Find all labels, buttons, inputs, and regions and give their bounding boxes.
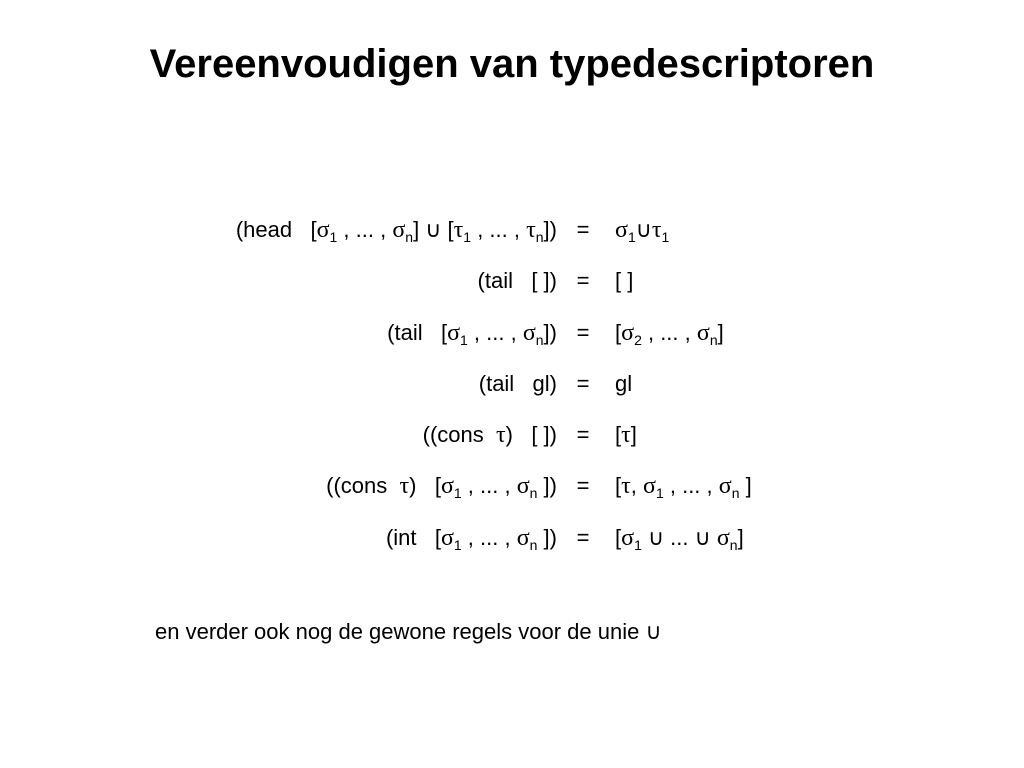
rule-row: [0, 263, 1024, 299]
subscript: n: [529, 485, 538, 501]
rule-lhs: ((cons τ) [$\sigma_1$ , ... , $\sigma_n$ ]): [326, 473, 557, 501]
rule-rhs: [ ]: [615, 268, 634, 293]
greek-symbol: σ: [516, 473, 530, 499]
greek-symbol: σ: [447, 320, 460, 346]
equals-sign: =: [576, 268, 590, 293]
greek-symbol: σ: [615, 217, 628, 243]
rule-row: [0, 417, 1024, 453]
greek-symbol: σ: [696, 320, 710, 346]
subscript: 1: [655, 485, 664, 501]
greek-symbol: τ: [621, 422, 631, 448]
greek-symbol: σ: [316, 217, 330, 243]
rule-lhs: (tail [$\sigma_1$ , ... , $\sigma_n$]): [387, 320, 557, 348]
rule-lhs: (tail gl): [478, 371, 557, 396]
rule-row: [0, 212, 1024, 248]
subscript: 1: [463, 229, 472, 245]
subscript: n: [529, 537, 538, 553]
rule-lhs: (int [$\sigma_1$ , ... , $\sigma_n$ ]): [385, 525, 557, 553]
rule-lhs: (tail [ ]): [477, 268, 557, 293]
greek-symbol: σ: [440, 525, 454, 551]
greek-symbol: σ: [643, 473, 656, 499]
greek-symbol: σ: [716, 525, 730, 551]
rule-row: [0, 366, 1024, 402]
subscript: 1: [453, 485, 462, 501]
rule-lhs: (head [$\sigma_1$ , ... , $\sigma_n$] ∪ [$\tau_1$ , ... , $\tau_n$]): [235, 217, 557, 245]
greek-symbol: τ: [453, 217, 464, 243]
greek-symbol: τ: [621, 473, 631, 499]
union-rules-note: en verder ook nog de gewone regels voor de unie ∪: [155, 619, 662, 644]
subscript: 1: [661, 229, 670, 245]
subscript: n: [405, 229, 414, 245]
subscript: 1: [460, 332, 468, 348]
subscript: n: [731, 485, 740, 501]
greek-symbol: σ: [392, 217, 406, 243]
rule-row: [0, 315, 1024, 351]
rule-rhs: [$\sigma_1$ ∪ ... ∪ $\sigma_n$]: [615, 525, 744, 553]
subscript: 1: [453, 537, 462, 553]
greek-symbol: σ: [718, 473, 732, 499]
greek-symbol: σ: [440, 473, 454, 499]
subscript: 1: [627, 229, 636, 245]
equals-sign: =: [576, 525, 590, 550]
rule-rhs: gl: [615, 371, 633, 396]
greek-symbol: σ: [522, 320, 536, 346]
rule-row: [0, 520, 1024, 556]
equals-sign: =: [576, 371, 590, 396]
subscript: n: [709, 332, 718, 348]
greek-symbol: σ: [621, 525, 635, 551]
equals-sign: =: [576, 217, 590, 242]
subscript: n: [535, 332, 544, 348]
rule-rhs: [τ, $\sigma_1$ , ... , $\sigma_n$ ]: [615, 473, 752, 501]
rule-rhs: [τ]: [615, 422, 637, 448]
rule-rhs: $\sigma_1\cup\tau_1$: [615, 217, 670, 245]
greek-symbol: σ: [621, 320, 635, 346]
greek-symbol: τ: [651, 217, 662, 243]
rule-lhs: ((cons τ) [ ]): [422, 422, 557, 448]
subscript: n: [535, 229, 544, 245]
subscript: 1: [634, 537, 642, 553]
greek-symbol: τ: [399, 473, 410, 499]
subscript: 2: [634, 332, 642, 348]
greek-symbol: σ: [516, 525, 530, 551]
rule-rhs: [$\sigma_2$ , ... , $\sigma_n$]: [615, 320, 724, 348]
greek-symbol: τ: [526, 217, 536, 243]
equals-sign: =: [576, 422, 590, 447]
equals-sign: =: [576, 473, 590, 498]
subscript: n: [729, 537, 738, 553]
greek-symbol: τ: [496, 422, 506, 448]
subscript: 1: [329, 229, 338, 245]
rule-row: [0, 468, 1024, 504]
slide-title: Vereenvoudigen van typedescriptoren: [149, 42, 875, 86]
equals-sign: =: [576, 320, 590, 345]
